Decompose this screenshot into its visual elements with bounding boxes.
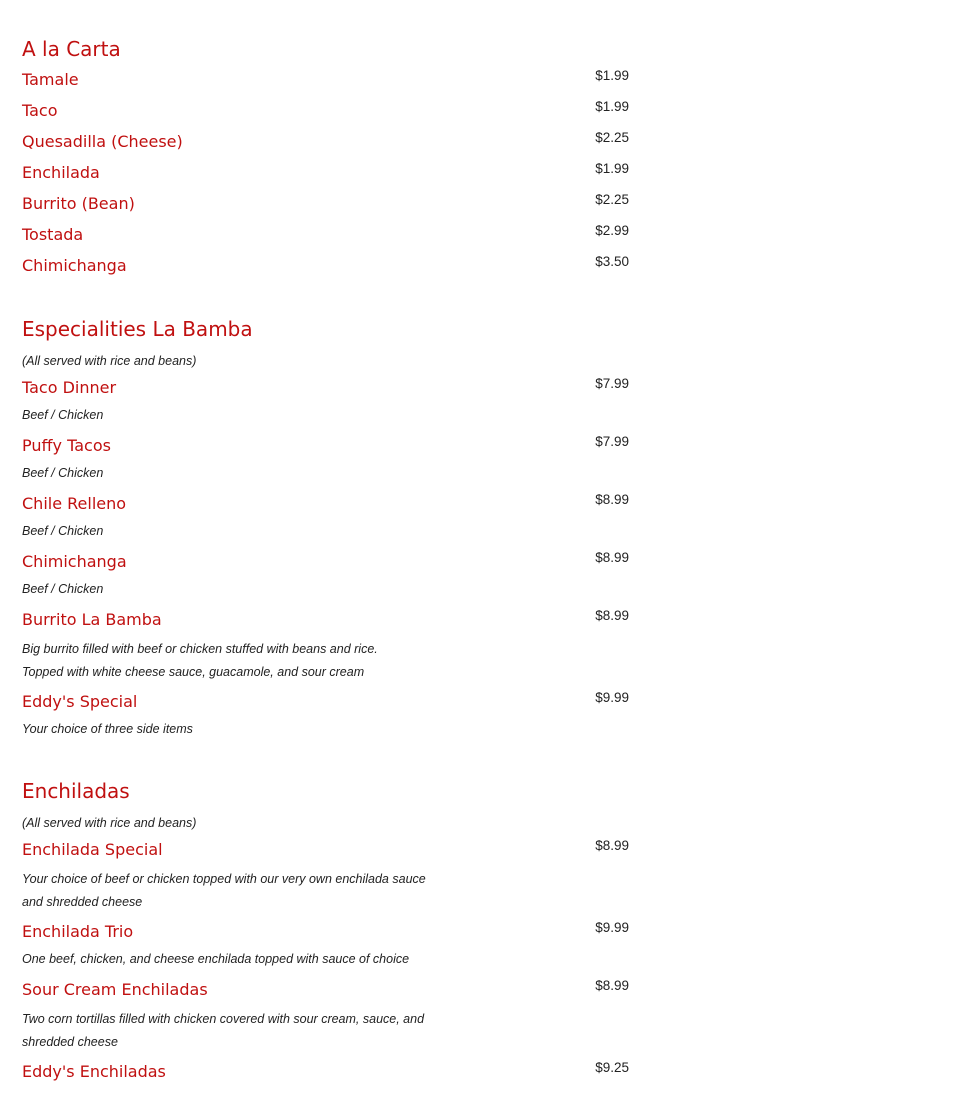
item-name: Eddy's Special: [22, 692, 138, 711]
menu-item: [22, 975, 632, 1006]
item-price: $8.99: [595, 550, 629, 565]
menu-item: [22, 373, 632, 404]
menu-item: [22, 251, 632, 282]
menu-item: [22, 605, 632, 636]
item-name: Chile Relleno: [22, 494, 127, 513]
section-title: Especialities La Bamba: [22, 317, 253, 341]
menu-item: [22, 431, 632, 462]
menu-item: [22, 127, 632, 158]
section-title: A la Carta: [22, 37, 121, 61]
item-description: Beef / Chicken: [22, 524, 104, 538]
item-description: Big burrito filled with beef or chicken stuffed with beans and rice. Topped with white cheese sauce, guacamole, and sour cream: [22, 642, 378, 679]
item-price: $3.50: [595, 254, 629, 269]
menu-item: [22, 189, 632, 220]
item-name: Quesadilla (Cheese): [22, 132, 183, 151]
item-name: Burrito (Bean): [22, 194, 135, 213]
item-name: Sour Cream Enchiladas: [22, 980, 208, 999]
menu-item: [22, 96, 632, 127]
item-price: $9.99: [595, 920, 629, 935]
item-price: $9.25: [595, 1060, 629, 1075]
item-name: Taco Dinner: [22, 378, 117, 397]
item-name: Chimichanga: [22, 256, 127, 275]
item-description: Your choice of three side items: [22, 722, 193, 736]
menu: [22, 0, 632, 1088]
menu-item: [22, 917, 632, 948]
section-note: (All served with rice and beans): [22, 816, 197, 830]
menu-item: [22, 547, 632, 578]
item-price: $2.99: [595, 223, 629, 238]
item-price: $1.99: [595, 68, 629, 83]
menu-item: [22, 158, 632, 189]
item-description: Two corn tortillas filled with chicken covered with sour cream, sauce, and shredded cheese: [22, 1012, 425, 1049]
item-price: $8.99: [595, 978, 629, 993]
item-description: Your choice of beef or chicken topped with our very own enchilada sauce and shredded cheese: [22, 872, 426, 909]
menu-item: [22, 1057, 632, 1088]
item-name: Tamale: [22, 70, 79, 89]
item-description: Beef / Chicken: [22, 582, 104, 596]
item-name: Chimichanga: [22, 552, 127, 571]
section-note: (All served with rice and beans): [22, 354, 197, 368]
item-name: Enchilada Trio: [22, 922, 134, 941]
item-price: $8.99: [595, 608, 629, 623]
menu-item: [22, 835, 632, 866]
item-description: Beef / Chicken: [22, 466, 104, 480]
item-price: $1.99: [595, 161, 629, 176]
item-price: $2.25: [595, 130, 629, 145]
item-description: One beef, chicken, and cheese enchilada topped with sauce of choice: [22, 952, 410, 966]
item-price: $7.99: [595, 376, 629, 391]
menu-item: [22, 687, 632, 718]
item-description: Beef / Chicken: [22, 408, 104, 422]
item-name: Eddy's Enchiladas: [22, 1062, 166, 1081]
item-name: Burrito La Bamba: [22, 610, 162, 629]
section-enchiladas: [22, 745, 632, 1088]
item-price: $1.99: [595, 99, 629, 114]
item-price: $8.99: [595, 838, 629, 853]
item-name: Enchilada: [22, 163, 100, 182]
item-price: $9.99: [595, 690, 629, 705]
menu-item: [22, 65, 632, 96]
section-title: Enchiladas: [22, 779, 130, 803]
item-name: Puffy Tacos: [22, 436, 111, 455]
item-name: Taco: [22, 101, 58, 120]
item-name: Tostada: [22, 225, 84, 244]
menu-item: [22, 220, 632, 251]
item-price: $8.99: [595, 492, 629, 507]
section-especialities: [22, 282, 632, 745]
item-name: Enchilada Special: [22, 840, 163, 859]
menu-item: [22, 489, 632, 520]
section-a-la-carta: [22, 0, 632, 282]
item-price: $2.25: [595, 192, 629, 207]
item-price: $7.99: [595, 434, 629, 449]
